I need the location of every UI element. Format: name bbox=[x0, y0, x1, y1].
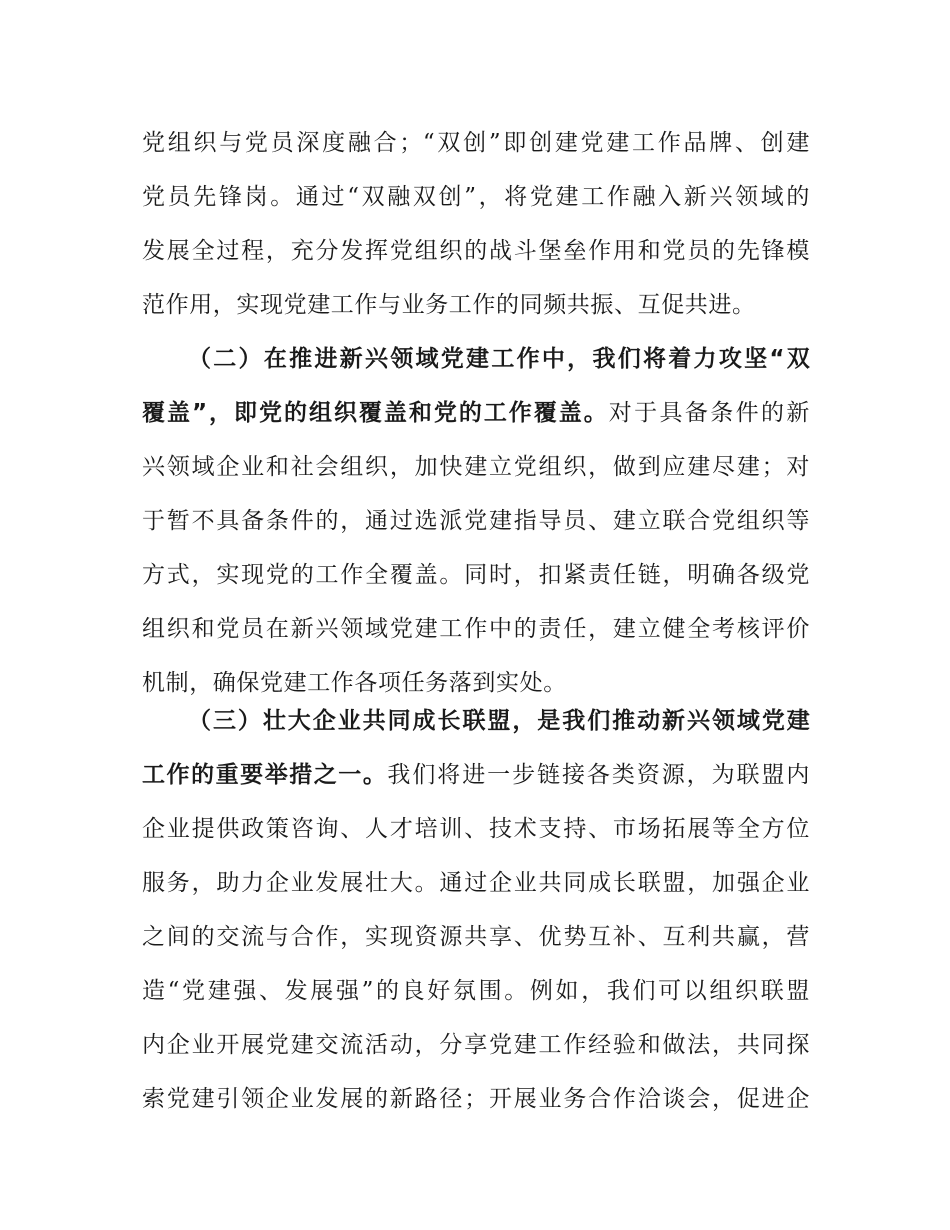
text-line: 服务，助力企业发展壮大。通过企业共同成长联盟，加强企业 bbox=[142, 870, 810, 896]
text-span: 我们将进一步链接各类资源，为联盟内 bbox=[387, 762, 810, 788]
paragraph-dual-coverage bbox=[142, 332, 810, 710]
text-line: 于暂不具备条件的，通过选派党建指导员、建立联合党组织等 bbox=[142, 508, 810, 534]
text-line: 党员先锋岗。通过“双融双创”，将党建工作融入新兴领域的 bbox=[142, 184, 810, 210]
text-line: 之间的交流与合作，实现资源共享、优势互补、互利共赢，营 bbox=[142, 924, 810, 950]
section-heading-3-continued: 工作的重要举措之一。 bbox=[142, 762, 388, 788]
text-line: 兴领域企业和社会组织，加快建立党组织，做到应建尽建；对 bbox=[142, 454, 810, 480]
text-span: 对于具备条件的新 bbox=[608, 400, 810, 426]
paragraph-growth-alliance bbox=[142, 694, 810, 1126]
text-line bbox=[142, 386, 810, 440]
text-line bbox=[142, 748, 810, 802]
text-line: 企业提供政策咨询、人才培训、技术支持、市场拓展等全方位 bbox=[142, 816, 810, 842]
section-heading-2: （二）在推进新兴领域党建工作中，我们将着力攻坚“双 bbox=[188, 346, 810, 372]
text-line: 党组织与党员深度融合；“双创”即创建党建工作品牌、创建 bbox=[142, 130, 810, 156]
text-line: 组织和党员在新兴领域党建工作中的责任，建立健全考核评价 bbox=[142, 616, 810, 642]
text-line: 发展全过程，充分发挥党组织的战斗堡垒作用和党员的先锋模 bbox=[142, 238, 810, 264]
text-line: 方式，实现党的工作全覆盖。同时，扣紧责任链，明确各级党 bbox=[142, 562, 810, 588]
text-line: 机制，确保党建工作各项任务落到实处。 bbox=[142, 670, 567, 696]
paragraph-dual-integration bbox=[142, 116, 810, 332]
text-line: 造“党建强、发展强”的良好氛围。例如，我们可以组织联盟 bbox=[142, 978, 810, 1004]
text-line: 索党建引领企业发展的新路径；开展业务合作洽谈会，促进企 bbox=[142, 1086, 810, 1112]
section-heading-3: （三）壮大企业共同成长联盟，是我们推动新兴领域党建 bbox=[188, 708, 810, 734]
text-line: 范作用，实现党建工作与业务工作的同频共振、互促共进。 bbox=[142, 292, 756, 318]
section-heading-2-continued: 覆盖”，即党的组织覆盖和党的工作覆盖。 bbox=[142, 400, 609, 426]
text-line: 内企业开展党建交流活动，分享党建工作经验和做法，共同探 bbox=[142, 1032, 810, 1058]
